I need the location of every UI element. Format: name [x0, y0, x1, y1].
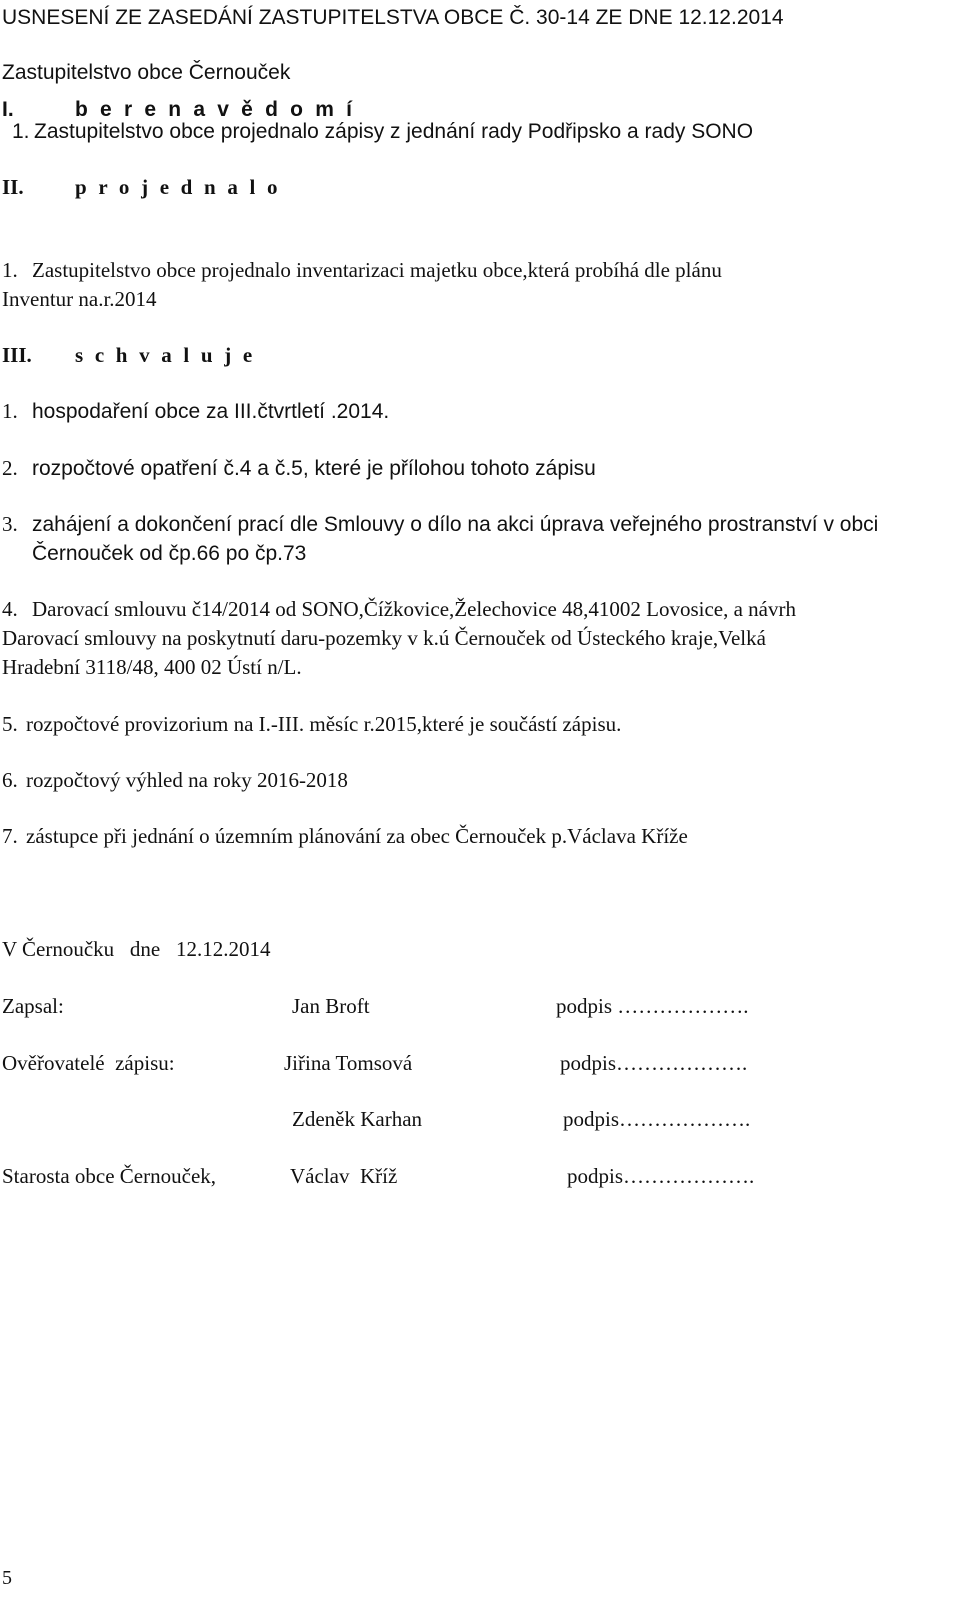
signature-name-verifier-2: Zdeněk Karhan [292, 1107, 423, 1131]
section-1-numeral: I. [2, 98, 14, 121]
section-1-heading: b e r e n a v ě d o m í [75, 98, 356, 121]
section-3-item-7-text: zástupce při jednání o územním plánování za obec Černouček p.Václava Kříže [26, 824, 688, 848]
signature-line-mayor: podpis………………. [567, 1164, 755, 1188]
section-2-item-1-text-line-1: Zastupitelstvo obce projednalo inventarizaci majetku obce,která probíhá dle plánu [32, 258, 722, 282]
section-3-item-4-number: 4. [2, 597, 18, 621]
page-number: 5 [2, 1567, 12, 1589]
section-3-item-7-number: 7. [2, 824, 18, 848]
section-3-item-4-text-line-2: Darovací smlouvy na poskytnutí daru-pozemky v k.ú Černouček od Ústeckého kraje,Velká [2, 626, 766, 650]
signature-name-mayor: Václav Kříž [290, 1164, 398, 1188]
section-3-item-3-number: 3. [2, 512, 18, 536]
signature-role-verifiers: Ověřovatelé zápisu: [2, 1051, 175, 1075]
signature-line-recorder: podpis ………………. [556, 994, 749, 1018]
section-2-item-1-number: 1. [2, 258, 18, 282]
signature-role-recorder: Zapsal: [2, 994, 64, 1018]
section-3-item-1-text: hospodaření obce za III.čtvrtletí .2014. [32, 400, 390, 423]
section-2-item-1-text-line-2: Inventur na.r.2014 [2, 287, 157, 311]
section-3-item-4-text-line-1: Darovací smlouvu č14/2014 od SONO,Čížkovice,Želechovice 48,41002 Lovosice, a návrh [32, 597, 796, 621]
signature-role-mayor: Starosta obce Černouček, [2, 1164, 217, 1188]
council-name: Zastupitelstvo obce Černouček [2, 61, 291, 84]
section-3-item-4-text-line-3: Hradební 3118/48, 400 02 Ústí n/L. [2, 655, 302, 679]
section-3-item-2-number: 2. [2, 456, 18, 480]
signature-name-verifier-1: Jiřina Tomsová [284, 1051, 413, 1075]
signature-line-verifier-1: podpis………………. [560, 1051, 748, 1075]
section-1-item-1-number: 1. [12, 120, 30, 143]
document-title: USNESENÍ ZE ZASEDÁNÍ ZASTUPITELSTVA OBCE Č. 30-14 ZE DNE 12.12.2014 [2, 6, 784, 29]
section-3-item-3-text-line-2: Černouček od čp.66 po čp.73 [32, 542, 307, 565]
section-3-item-2-text: rozpočtové opatření č.4 a č.5, které je přílohou tohoto zápisu [32, 457, 596, 480]
section-1-item-1-text: Zastupitelstvo obce projednalo zápisy z jednání rady Podřipsko a rady SONO [34, 120, 754, 143]
section-3-heading: s c h v a l u j e [75, 343, 256, 367]
section-3-item-6-text: rozpočtový výhled na roky 2016-2018 [26, 768, 348, 792]
signature-name-recorder: Jan Broft [292, 994, 370, 1018]
place-and-date: V Černoučku dne 12.12.2014 [2, 937, 271, 961]
section-3-numeral: III. [2, 343, 32, 367]
section-3-item-1-number: 1. [2, 399, 18, 423]
section-2-heading: p r o j e d n a l o [75, 175, 281, 199]
section-2-numeral: II. [2, 175, 24, 199]
section-3-item-6-number: 6. [2, 768, 18, 792]
section-3-item-3-text-line-1: zahájení a dokončení prací dle Smlouvy o dílo na akci úprava veřejného prostranství v obci [32, 513, 879, 536]
section-3-item-5-number: 5. [2, 712, 18, 736]
signature-line-verifier-2: podpis………………. [563, 1107, 751, 1131]
section-3-item-5-text: rozpočtové provizorium na I.-III. měsíc r.2015,které je součástí zápisu. [26, 712, 622, 736]
